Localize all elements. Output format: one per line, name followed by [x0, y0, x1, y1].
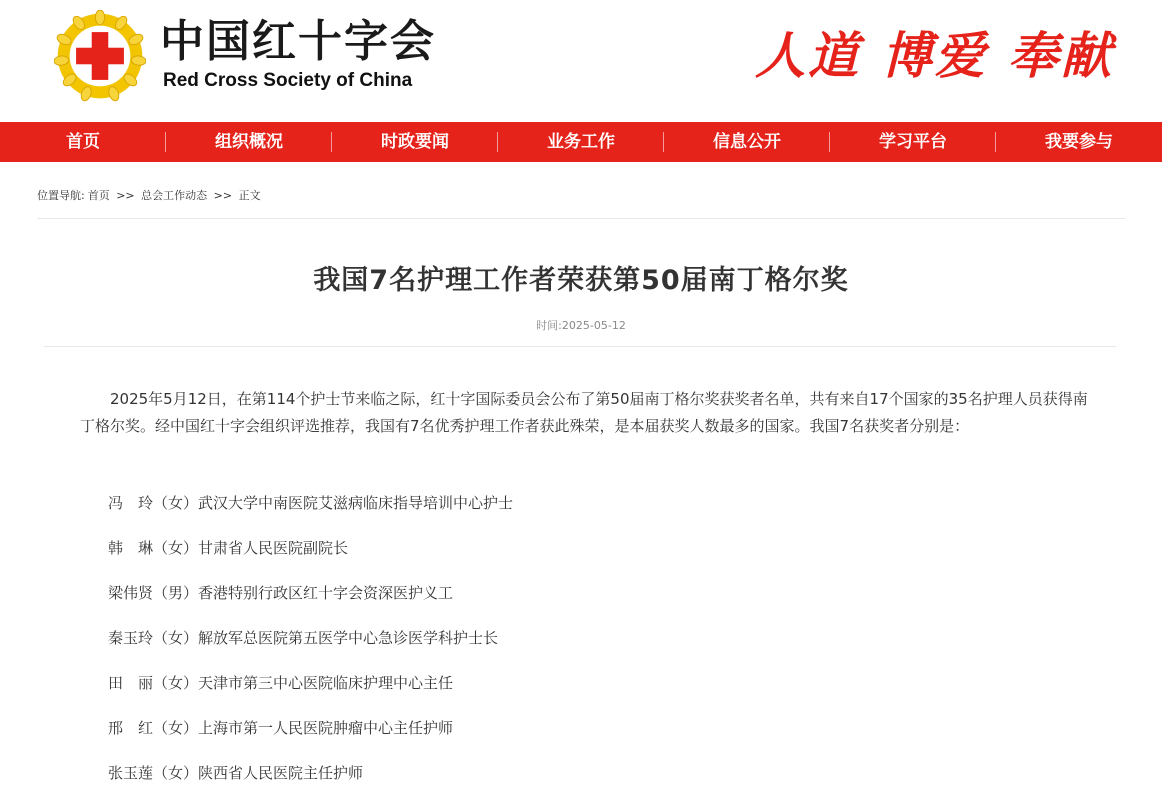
- nav-item-participate[interactable]: 我要参与: [1045, 132, 1113, 152]
- lead-paragraph: 2025年5月12日，在第114个护士节来临之际，红十字国际委员会公布了第50届南丁格尔奖获奖者名单，共有来自17个国家的35名护理人员获得南丁格尔奖。经中国红十字会组织评选推荐，我国有7名优秀护理工作者获此殊荣，是本届获奖人数最多的国家。我国7名获奖者分别是：: [80, 390, 1088, 435]
- nav-item-disclosure[interactable]: 信息公开: [664, 122, 830, 162]
- logo-chinese-name[interactable]: 中国红十字会: [160, 16, 436, 67]
- breadcrumb-home-link[interactable]: 首页: [87, 189, 110, 202]
- awardee-item: 韩 琳（女）甘肃省人民医院副院长: [108, 539, 349, 557]
- breadcrumb: [37, 187, 264, 203]
- article-meta: [0, 317, 1162, 333]
- breadcrumb-prefix: 位置导航:: [37, 189, 85, 202]
- site-header: [0, 0, 1162, 122]
- nav-item-news[interactable]: 时政要闻: [332, 122, 498, 162]
- article-title: 我国7名护理工作者荣获第50届南丁格尔奖: [313, 265, 849, 296]
- slogan: 人道 博爱 奉献: [755, 26, 1114, 85]
- awardee-item: 田 丽（女）天津市第三中心医院临床护理中心主任: [108, 674, 454, 692]
- article-body: [80, 386, 1095, 782]
- nav-item-business[interactable]: 业务工作: [498, 122, 664, 162]
- divider: [44, 346, 1116, 347]
- breadcrumb-separator: >>: [213, 189, 233, 202]
- divider: [37, 218, 1125, 219]
- nav-item-organization[interactable]: 组织概况: [166, 122, 332, 162]
- breadcrumb-section-link[interactable]: 总会工作动态: [141, 189, 208, 202]
- awardee-item: 冯 玲（女）武汉大学中南医院艾滋病临床指导培训中心护士: [108, 494, 514, 512]
- red-cross-emblem-icon[interactable]: [54, 10, 146, 102]
- main-nav: [0, 122, 1162, 162]
- publish-date: 2025-05-12: [561, 319, 626, 332]
- awardee-item: 秦玉玲（女）解放军总医院第五医学中心急诊医学科护士长: [108, 629, 499, 647]
- awardee-item: 梁伟贤（男）香港特别行政区红十字会资深医护义工: [108, 584, 454, 602]
- awardee-item: 邢 红（女）上海市第一人民医院肿瘤中心主任护师: [108, 719, 454, 737]
- awardee-item: 张玉莲（女）陕西省人民医院主任护师: [108, 764, 364, 782]
- logo-english-name[interactable]: Red Cross Society of China: [163, 70, 413, 91]
- time-label: 时间:: [536, 319, 562, 332]
- breadcrumb-current: 正文: [238, 189, 261, 202]
- nav-item-home[interactable]: 首页: [0, 122, 166, 162]
- breadcrumb-separator: >>: [116, 189, 135, 202]
- nav-item-learning[interactable]: 学习平台: [830, 122, 996, 162]
